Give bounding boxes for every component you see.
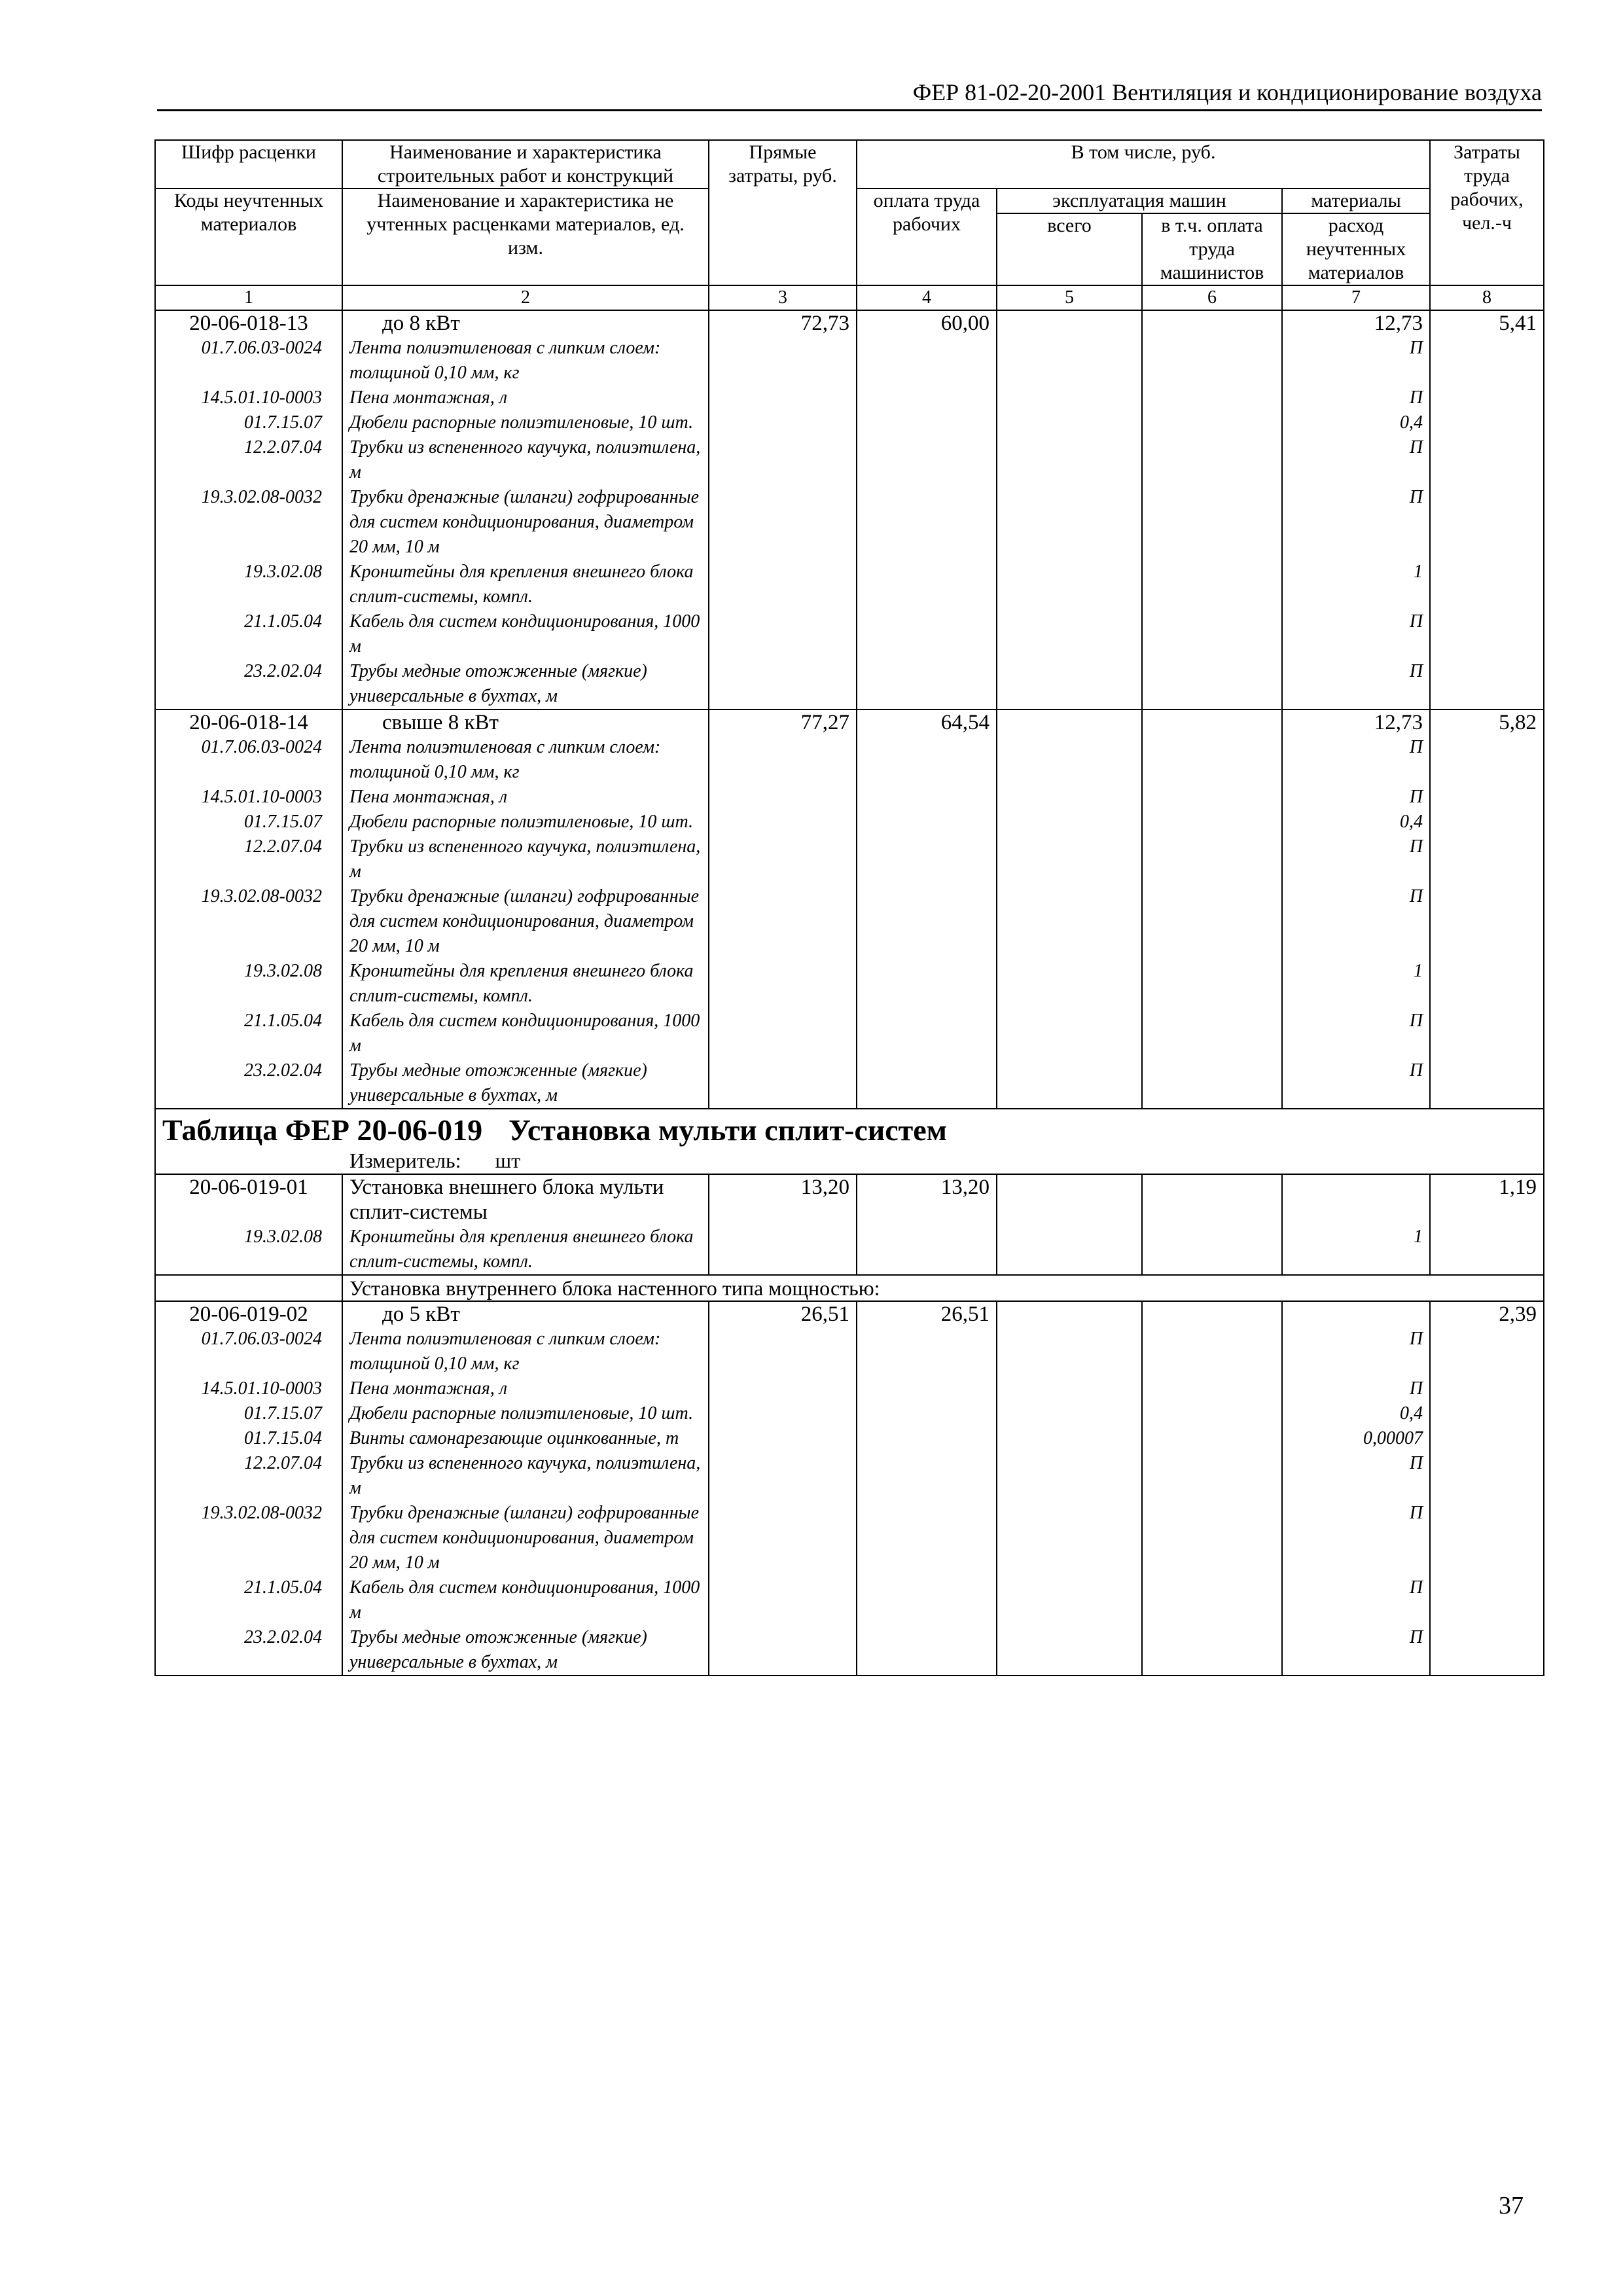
empty-cell <box>997 1426 1142 1451</box>
empty-cell <box>1430 386 1544 410</box>
empty-cell <box>1430 1451 1544 1501</box>
material-code: 14.5.01.10-0003 <box>155 386 342 410</box>
empty-cell <box>709 1376 857 1401</box>
column-number-4: 4 <box>857 285 997 310</box>
material-name: Пена монтажная, л <box>342 785 709 810</box>
empty-cell <box>709 336 857 386</box>
empty-cell <box>709 1225 857 1275</box>
empty-cell <box>1142 1327 1282 1376</box>
machinists-pay <box>1142 1174 1282 1225</box>
empty-cell <box>857 1376 997 1401</box>
empty-cell <box>1142 435 1282 485</box>
empty-cell <box>1142 1225 1282 1275</box>
material-name: Пена монтажная, л <box>342 1376 709 1401</box>
material-name: Кронштейны для крепления внешнего блока сплит-системы, компл. <box>342 1225 709 1275</box>
table-body <box>155 310 1544 1676</box>
header-material-codes: Коды неучтенных материалов <box>155 188 342 285</box>
header-machinists-pay: в т.ч. оплата труда машинистов <box>1142 213 1282 285</box>
material-code: 01.7.06.03-0024 <box>155 1327 342 1376</box>
empty-cell <box>1142 1625 1282 1676</box>
material-quantity: П <box>1282 735 1430 785</box>
labor-pay: 13,20 <box>857 1174 997 1225</box>
material-row <box>155 659 1544 709</box>
empty-cell <box>997 735 1142 785</box>
rate-name: свыше 8 кВт <box>342 709 709 735</box>
material-row <box>155 834 1544 884</box>
material-code: 01.7.06.03-0024 <box>155 336 342 386</box>
table-title <box>162 1109 1537 1147</box>
material-row <box>155 1009 1544 1058</box>
material-name: Винты самонарезающие оцинкованные, т <box>342 1426 709 1451</box>
material-quantity: П <box>1282 435 1430 485</box>
rate-row <box>155 1174 1544 1225</box>
column-number-1: 1 <box>155 285 342 310</box>
labor-hours: 5,82 <box>1430 709 1544 735</box>
empty-cell <box>709 485 857 560</box>
column-number-row <box>155 285 1544 310</box>
material-name: Трубы медные отожженные (мягкие) универсальные в бухтах, м <box>342 1058 709 1109</box>
empty-cell <box>1430 1625 1544 1676</box>
material-name: Кронштейны для крепления внешнего блока сплит-системы, компл. <box>342 560 709 609</box>
material-row <box>155 810 1544 834</box>
empty-cell <box>1430 560 1544 609</box>
empty-cell <box>1142 560 1282 609</box>
empty-cell <box>1430 1058 1544 1109</box>
material-name: Трубки дренажные (шланги) гофрированные для систем кондиционирования, диаметром 20 мм, 10 м <box>342 884 709 959</box>
empty-cell <box>997 560 1142 609</box>
empty-cell <box>997 1009 1142 1058</box>
machinists-pay <box>1142 1301 1282 1327</box>
empty-cell <box>997 1401 1142 1426</box>
subheading: Установка внутреннего блока настенного типа мощностью: <box>342 1275 1544 1301</box>
table-header <box>155 140 1544 310</box>
empty-cell <box>1142 659 1282 709</box>
header-rate-code: Шифр расценки <box>155 140 342 188</box>
material-name: Кронштейны для крепления внешнего блока сплит-системы, компл. <box>342 959 709 1009</box>
empty-cell <box>857 810 997 834</box>
material-quantity: П <box>1282 785 1430 810</box>
material-name: Трубки дренажные (шланги) гофрированные для систем кондиционирования, диаметром 20 мм, 10 м <box>342 485 709 560</box>
empty-cell <box>1142 1009 1282 1058</box>
empty-cell <box>857 1426 997 1451</box>
material-name: Пена монтажная, л <box>342 386 709 410</box>
machines-total <box>997 709 1142 735</box>
table-name: Установка мульти сплит-систем <box>508 1113 948 1147</box>
material-name: Трубки из вспененного каучука, полиэтилена, м <box>342 435 709 485</box>
measure-label: Измеритель: <box>349 1149 461 1172</box>
empty-cell <box>709 609 857 659</box>
header-including-group: В том числе, руб. <box>857 140 1430 188</box>
material-quantity: П <box>1282 386 1430 410</box>
empty-cell <box>997 1376 1142 1401</box>
empty-cell <box>709 1009 857 1058</box>
material-row <box>155 485 1544 560</box>
empty-cell <box>997 1327 1142 1376</box>
empty-cell <box>857 1625 997 1676</box>
column-number-2: 2 <box>342 285 709 310</box>
rate-code: 20-06-018-13 <box>155 310 342 336</box>
material-quantity: П <box>1282 884 1430 959</box>
materials-cost: 12,73 <box>1282 709 1430 735</box>
material-code: 01.7.15.07 <box>155 410 342 435</box>
material-code: 21.1.05.04 <box>155 1009 342 1058</box>
table-heading-row <box>155 1109 1544 1174</box>
material-code: 19.3.02.08 <box>155 959 342 1009</box>
material-quantity: П <box>1282 1451 1430 1501</box>
empty-cell <box>1142 1501 1282 1575</box>
material-quantity: П <box>1282 659 1430 709</box>
empty-cell <box>1142 1426 1282 1451</box>
empty-cell <box>709 1426 857 1451</box>
rate-row <box>155 310 1544 336</box>
rate-code: 20-06-018-14 <box>155 709 342 735</box>
material-name: Кабель для систем кондиционирования, 1000 м <box>342 1575 709 1625</box>
empty-cell <box>997 659 1142 709</box>
material-quantity: 0,4 <box>1282 1401 1430 1426</box>
material-quantity: П <box>1282 1575 1430 1625</box>
empty-cell <box>1430 1401 1544 1426</box>
material-row <box>155 435 1544 485</box>
empty-cell <box>997 1058 1142 1109</box>
empty-cell <box>857 735 997 785</box>
empty-cell <box>1142 1376 1282 1401</box>
material-code: 21.1.05.04 <box>155 609 342 659</box>
labor-pay: 64,54 <box>857 709 997 735</box>
header-material-names: Наименование и характеристика не учтенных расценками материалов, ед. изм. <box>342 188 709 285</box>
empty-cell <box>709 410 857 435</box>
empty-cell <box>997 609 1142 659</box>
material-row <box>155 959 1544 1009</box>
empty-cell <box>709 834 857 884</box>
empty-cell <box>997 1575 1142 1625</box>
material-code: 01.7.15.07 <box>155 1401 342 1426</box>
material-code: 19.3.02.08-0032 <box>155 1501 342 1575</box>
empty-cell <box>1430 1225 1544 1275</box>
column-number-3: 3 <box>709 285 857 310</box>
material-code: 12.2.07.04 <box>155 1451 342 1501</box>
material-row <box>155 1327 1544 1376</box>
table-label: Таблица ФЕР 20-06-019 <box>162 1113 483 1147</box>
empty-cell <box>709 1501 857 1575</box>
empty-cell <box>997 386 1142 410</box>
material-quantity: 0,4 <box>1282 410 1430 435</box>
material-row <box>155 735 1544 785</box>
empty-cell <box>1430 1575 1544 1625</box>
empty-cell <box>997 1225 1142 1275</box>
material-code: 01.7.15.04 <box>155 1426 342 1451</box>
header-material-consumption: расход неучтенных материалов <box>1282 213 1430 285</box>
material-name: Дюбели распорные полиэтиленовые, 10 шт. <box>342 410 709 435</box>
material-row <box>155 1625 1544 1676</box>
rate-name: до 8 кВт <box>342 310 709 336</box>
material-row <box>155 410 1544 435</box>
empty-cell <box>709 1575 857 1625</box>
material-row <box>155 609 1544 659</box>
material-quantity: П <box>1282 336 1430 386</box>
direct-costs: 26,51 <box>709 1301 857 1327</box>
empty-cell <box>1142 785 1282 810</box>
empty-cell <box>1142 609 1282 659</box>
material-name: Лента полиэтиленовая с липким слоем: толщиной 0,10 мм, кг <box>342 1327 709 1376</box>
empty-cell <box>857 1501 997 1575</box>
rate-code: 20-06-019-01 <box>155 1174 342 1225</box>
empty-cell <box>857 1327 997 1376</box>
material-name: Лента полиэтиленовая с липким слоем: толщиной 0,10 мм, кг <box>342 336 709 386</box>
column-number-8: 8 <box>1430 285 1544 310</box>
material-row <box>155 336 1544 386</box>
header-direct-costs: Прямые затраты, руб. <box>709 140 857 285</box>
empty-cell <box>155 1275 342 1301</box>
empty-cell <box>1142 485 1282 560</box>
material-quantity: 0,00007 <box>1282 1426 1430 1451</box>
empty-cell <box>1142 1575 1282 1625</box>
empty-cell <box>1142 336 1282 386</box>
material-row <box>155 560 1544 609</box>
empty-cell <box>857 435 997 485</box>
empty-cell <box>1142 1058 1282 1109</box>
rate-code: 20-06-019-02 <box>155 1301 342 1327</box>
empty-cell <box>1430 435 1544 485</box>
empty-cell <box>1430 1426 1544 1451</box>
empty-cell <box>857 1009 997 1058</box>
material-code: 23.2.02.04 <box>155 659 342 709</box>
empty-cell <box>1430 485 1544 560</box>
material-code: 19.3.02.08 <box>155 560 342 609</box>
material-row <box>155 785 1544 810</box>
rate-row <box>155 1301 1544 1327</box>
column-number-6: 6 <box>1142 285 1282 310</box>
subheading-row <box>155 1275 1544 1301</box>
empty-cell <box>997 785 1142 810</box>
material-quantity: 1 <box>1282 959 1430 1009</box>
material-code: 21.1.05.04 <box>155 1575 342 1625</box>
empty-cell <box>1430 810 1544 834</box>
labor-pay: 60,00 <box>857 310 997 336</box>
empty-cell <box>709 1451 857 1501</box>
material-quantity: 1 <box>1282 1225 1430 1275</box>
empty-cell <box>709 735 857 785</box>
empty-cell <box>857 386 997 410</box>
empty-cell <box>1142 410 1282 435</box>
empty-cell <box>709 659 857 709</box>
material-name: Кабель для систем кондиционирования, 1000 м <box>342 609 709 659</box>
material-row <box>155 1058 1544 1109</box>
labor-pay: 26,51 <box>857 1301 997 1327</box>
material-code: 12.2.07.04 <box>155 435 342 485</box>
empty-cell <box>709 1625 857 1676</box>
empty-cell <box>709 560 857 609</box>
empty-cell <box>857 1058 997 1109</box>
empty-cell <box>1430 659 1544 709</box>
material-name: Трубки дренажные (шланги) гофрированные для систем кондиционирования, диаметром 20 мм, 10 м <box>342 1501 709 1575</box>
material-quantity: 0,4 <box>1282 810 1430 834</box>
header-labor-hours: Затраты труда рабочих, чел.-ч <box>1430 140 1544 285</box>
material-quantity: П <box>1282 1501 1430 1575</box>
empty-cell <box>1430 336 1544 386</box>
material-row <box>155 386 1544 410</box>
empty-cell <box>1430 1376 1544 1401</box>
empty-cell <box>857 959 997 1009</box>
empty-cell <box>1430 1501 1544 1575</box>
empty-cell <box>1430 785 1544 810</box>
machines-total <box>997 310 1142 336</box>
material-row <box>155 1225 1544 1275</box>
material-name: Трубы медные отожженные (мягкие) универсальные в бухтах, м <box>342 659 709 709</box>
direct-costs: 72,73 <box>709 310 857 336</box>
material-row <box>155 1376 1544 1401</box>
empty-cell <box>1430 1327 1544 1376</box>
material-row <box>155 1501 1544 1575</box>
empty-cell <box>709 386 857 410</box>
empty-cell <box>857 485 997 560</box>
empty-cell <box>857 1575 997 1625</box>
material-row <box>155 1451 1544 1501</box>
empty-cell <box>709 810 857 834</box>
empty-cell <box>709 1327 857 1376</box>
material-name: Трубки из вспененного каучука, полиэтилена, м <box>342 1451 709 1501</box>
material-code: 14.5.01.10-0003 <box>155 785 342 810</box>
material-code: 01.7.06.03-0024 <box>155 735 342 785</box>
empty-cell <box>997 435 1142 485</box>
empty-cell <box>997 884 1142 959</box>
material-quantity: П <box>1282 1009 1430 1058</box>
material-quantity: П <box>1282 609 1430 659</box>
empty-cell <box>709 435 857 485</box>
material-quantity: П <box>1282 1625 1430 1676</box>
material-quantity: П <box>1282 1327 1430 1376</box>
empty-cell <box>997 1501 1142 1575</box>
material-row <box>155 1401 1544 1426</box>
rate-name: Установка внешнего блока мульти сплит-системы <box>342 1174 709 1225</box>
empty-cell <box>1430 834 1544 884</box>
material-row <box>155 1575 1544 1625</box>
direct-costs: 13,20 <box>709 1174 857 1225</box>
column-number-5: 5 <box>997 285 1142 310</box>
header-machines-total: всего <box>997 213 1142 285</box>
empty-cell <box>997 810 1142 834</box>
empty-cell <box>857 1225 997 1275</box>
empty-cell <box>857 1451 997 1501</box>
empty-cell <box>997 1451 1142 1501</box>
empty-cell <box>1142 386 1282 410</box>
empty-cell <box>709 1058 857 1109</box>
material-quantity: П <box>1282 1058 1430 1109</box>
material-quantity: П <box>1282 834 1430 884</box>
empty-cell <box>997 1625 1142 1676</box>
material-quantity: 1 <box>1282 560 1430 609</box>
header-machines: эксплуатация машин <box>997 188 1282 213</box>
empty-cell <box>857 884 997 959</box>
header-labor-pay: оплата труда рабочих <box>857 188 997 285</box>
empty-cell <box>1430 735 1544 785</box>
material-quantity: П <box>1282 485 1430 560</box>
empty-cell <box>857 785 997 810</box>
header-work-name: Наименование и характеристика строительных работ и конструкций <box>342 140 709 188</box>
empty-cell <box>1142 959 1282 1009</box>
labor-hours: 5,41 <box>1430 310 1544 336</box>
empty-cell <box>997 410 1142 435</box>
empty-cell <box>857 1401 997 1426</box>
empty-cell <box>857 336 997 386</box>
empty-cell <box>997 336 1142 386</box>
material-row <box>155 1426 1544 1451</box>
empty-cell <box>1142 1401 1282 1426</box>
machinists-pay <box>1142 310 1282 336</box>
material-code: 19.3.02.08-0032 <box>155 884 342 959</box>
empty-cell <box>1142 1451 1282 1501</box>
empty-cell <box>857 410 997 435</box>
labor-hours: 1,19 <box>1430 1174 1544 1225</box>
material-name: Лента полиэтиленовая с липким слоем: толщиной 0,10 мм, кг <box>342 735 709 785</box>
material-code: 12.2.07.04 <box>155 834 342 884</box>
empty-cell <box>1430 410 1544 435</box>
empty-cell <box>857 609 997 659</box>
material-code: 19.3.02.08 <box>155 1225 342 1275</box>
table-heading <box>155 1109 1544 1174</box>
rate-name: до 5 кВт <box>342 1301 709 1327</box>
material-code: 19.3.02.08-0032 <box>155 485 342 560</box>
empty-cell <box>1142 810 1282 834</box>
labor-hours: 2,39 <box>1430 1301 1544 1327</box>
material-row <box>155 884 1544 959</box>
empty-cell <box>997 485 1142 560</box>
empty-cell <box>997 834 1142 884</box>
direct-costs: 77,27 <box>709 709 857 735</box>
material-name: Трубы медные отожженные (мягкие) универсальные в бухтах, м <box>342 1625 709 1676</box>
material-name: Дюбели распорные полиэтиленовые, 10 шт. <box>342 810 709 834</box>
empty-cell <box>1142 834 1282 884</box>
material-code: 14.5.01.10-0003 <box>155 1376 342 1401</box>
empty-cell <box>857 834 997 884</box>
machinists-pay <box>1142 709 1282 735</box>
materials-cost <box>1282 1301 1430 1327</box>
material-code: 23.2.02.04 <box>155 1058 342 1109</box>
empty-cell <box>709 1401 857 1426</box>
empty-cell <box>709 884 857 959</box>
material-quantity: П <box>1282 1376 1430 1401</box>
empty-cell <box>1430 609 1544 659</box>
measure-line <box>162 1147 1537 1174</box>
materials-cost: 12,73 <box>1282 310 1430 336</box>
material-name: Дюбели распорные полиэтиленовые, 10 шт. <box>342 1401 709 1426</box>
materials-cost <box>1282 1174 1430 1225</box>
page-number: 37 <box>1499 2192 1524 2219</box>
material-name: Кабель для систем кондиционирования, 1000 м <box>342 1009 709 1058</box>
material-code: 23.2.02.04 <box>155 1625 342 1676</box>
empty-cell <box>1142 884 1282 959</box>
material-name: Трубки из вспененного каучука, полиэтилена, м <box>342 834 709 884</box>
rates-table <box>154 139 1544 1676</box>
empty-cell <box>1430 1009 1544 1058</box>
empty-cell <box>1430 884 1544 959</box>
material-code: 01.7.15.07 <box>155 810 342 834</box>
rate-row <box>155 709 1544 735</box>
empty-cell <box>857 560 997 609</box>
empty-cell <box>1142 735 1282 785</box>
empty-cell <box>709 959 857 1009</box>
machines-total <box>997 1174 1142 1225</box>
column-number-7: 7 <box>1282 285 1430 310</box>
empty-cell <box>857 659 997 709</box>
measure-unit: шт <box>495 1149 521 1172</box>
machines-total <box>997 1301 1142 1327</box>
page-header: ФЕР 81-02-20-2001 Вентиляция и кондиционирование воздуха <box>157 75 1542 111</box>
empty-cell <box>997 959 1142 1009</box>
header-materials: материалы <box>1282 188 1430 213</box>
empty-cell <box>709 785 857 810</box>
empty-cell <box>1430 959 1544 1009</box>
